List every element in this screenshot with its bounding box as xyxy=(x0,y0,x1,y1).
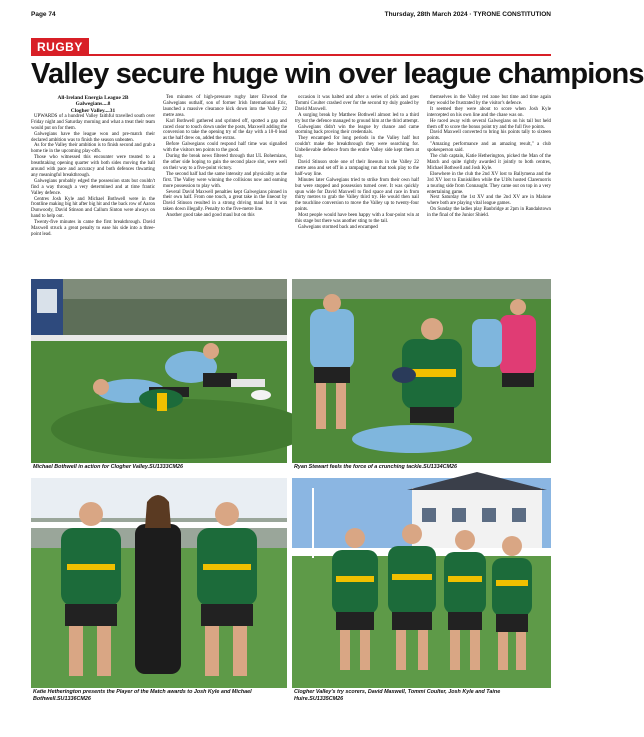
article-paragraph: Galwegians didn't win the league by chance and came storming back proving their credentials. xyxy=(295,124,419,136)
page-number: Page 74 xyxy=(31,10,56,18)
article-paragraph: He raced away with several Galwegians on his tail but held them off to score the bonus point try and the full five points. xyxy=(427,118,551,130)
article-paragraph: Before Galwegians could respond half time was signalled with the visitors ten points to the good. xyxy=(163,142,287,154)
col3-paragraphs xyxy=(295,95,419,231)
issue-date-line: Thursday, 28th March 2024 · TYRONE CONSTITUTION xyxy=(384,10,551,18)
photo-try-scorers xyxy=(292,478,551,688)
article-paragraph: Minutes later Galwegians tried to strike from their own half but were stopped and possession turned over. It was quickly spun wide for David Maxwell to find space and race in from thirty metres to grab the Valley third try. He would then nail the touchline conversion to move the Valley up to twenty-four points. xyxy=(295,177,419,213)
match-score-away: Clogher Valley....31 xyxy=(70,107,116,114)
article-paragraph: David Maxwell converted to bring his points tally to sixteen points. xyxy=(427,130,551,142)
article-paragraph: occasion it was halted and after a series of pick and goes Tommi Coulter crashed over for the second try duly goaled by David Maxwell. xyxy=(295,95,419,112)
article-paragraph: Galwegians have the league won and pre-match their declared ambition was to finish the season unbeaten. xyxy=(31,131,155,143)
match-score-home: Galwegians....8 xyxy=(75,101,111,108)
page-header xyxy=(31,8,551,20)
article-paragraph: Galwegians stormed back and encamped xyxy=(298,224,378,230)
article-paragraph: "Amazing performance and an amazing result," a club spokesperson said. xyxy=(427,142,551,154)
section-tag: RUGBY xyxy=(31,38,89,54)
article-column-4 xyxy=(427,95,551,279)
article-paragraph: The club captain, Katie Hetherington, picked the Man of the Match and quite rightly awarded it jointly to both centres, Michael Bothwell and Josh Kyle. xyxy=(427,154,551,171)
article-column-2 xyxy=(163,95,287,279)
section-rule xyxy=(31,54,551,56)
article-paragraph: Galwegians probably edged the possession stats but couldn't find a way through a very determined and at time frantic Valley defence. xyxy=(31,178,155,196)
article-paragraph: Most people would have been happy with a four-point win at this stage but there was another sting to the tail. xyxy=(295,213,419,225)
match-competition: All-Ireland Energia League 2B xyxy=(57,95,129,101)
photo-rugby-ball-carry xyxy=(292,279,551,463)
article-paragraph: Several David Maxwell penalties kept Galwegians pinned in their own half. From one touch, a great take in the lineout by David Stinson resulted in a strong driving maul but it was taken down illegally. Penalty to the five-metre line. xyxy=(163,189,287,213)
article-paragraph: Another good take and good maul but on this xyxy=(166,213,255,219)
article-paragraph: Ten minutes of high-pressure rugby later Elwood the Galwegians outhalf, son of former Irish International Eric, launched a massive clearance kick down into the Valley 22 metre area. xyxy=(163,95,287,118)
col2-paragraphs xyxy=(163,95,287,219)
article-paragraph: David Stinson stole one of their lineouts in the Valley 22 metre area and set off in a rampaging run that took play to the half-way line. xyxy=(295,159,419,177)
article-paragraph: As for the Valley their ambition is to finish second and grab a home tie in the upcoming play-offs. xyxy=(31,143,155,155)
photo-2-caption: Ryan Stewart feels the force of a crunching tackle.SU1334CM26 xyxy=(294,464,457,470)
photo-rugby-tackle xyxy=(31,279,287,463)
article-paragraph: It seemed they were about to score when Josh Kyle intercepted on his own line and the chase was on. xyxy=(427,106,551,118)
article-paragraph: They encamped for long periods in the Valley half but couldn't make the breakthrough they were searching for. Unbelievable defence from the entire Valley side kept them at bay. xyxy=(295,136,419,160)
article-paragraph: themselves in the Valley red zone but time and time again they would be frustrated by the visitor's defence. xyxy=(427,95,551,106)
article-paragraph: Elsewhere in the club the 2nd XV lost to Ballymena and the 3rd XV lost to Enniskillen while the U18s hosted Claremorris a touring side from Connaught. They came out on top in a very entertaining game. xyxy=(427,171,551,195)
photo-award-presentation xyxy=(31,478,287,688)
photo-3-caption: Katie Hetherington presents the Player of the Match awards to Josh Kyle and Michael Bothwell.SU1336CM26 xyxy=(33,689,252,702)
article-column-1 xyxy=(31,95,155,279)
photo-1-caption: Michael Bothwell in action for Clogher Valley.SU1333CM26 xyxy=(33,464,183,470)
article-paragraph: Next Saturday the 1st XV and the 2nd XV are in Malone where both are playing vital league games. xyxy=(427,195,551,207)
article-paragraph: Karl Bothwell gathered and sprinted off, spotted a gap and raced clear to touch down under the posts, Maxwell adding the conversion to take the opening try of the day with a 10-0 lead as the half drew on, added the extras. xyxy=(163,118,287,142)
article-body xyxy=(31,95,551,279)
article-paragraph: Centres Josh Kyle and Michael Bothwell were in the frontline making big hit after big hit and the back row of Aaron Dunwoody, David Stinson and Callum Sinton were always on hand to help out. xyxy=(31,196,155,220)
article-paragraph: UPWARDS of a hundred Valley faithful travelled south over Friday night and Saturday morning and what a treat their team would put on for them. xyxy=(31,113,155,131)
article-paragraph: The second half had the same intensity and physicality as the first. The Valley were winning the collisions now and earning more possession to play with. xyxy=(163,171,287,189)
photo-4-caption: Clogher Valley's try scorers, David Maxwell, Tommi Coulter, Josh Kyle and Taine Huire.SU1335CM26 xyxy=(294,689,501,702)
headline: Valley secure huge win over league champions xyxy=(31,58,644,90)
article-paragraph: Twenty-five minutes in came the first breakthrough. David Maxwell struck a great penalty to ease his side into a three-point lead. xyxy=(31,220,155,238)
col4-paragraphs xyxy=(427,95,551,219)
article-paragraph: A surging break by Matthew Bothwell almost led to a third try but the defence managed to ground him at the third attempt. xyxy=(295,112,419,124)
article-paragraph: Those who witnessed this encounter were treated to a breathtaking opening quarter with both sides moving the ball around with pace and accuracy and both defences thwarting any meaningful breakthrough. xyxy=(31,155,155,178)
article-paragraph: During the break news filtered through that UL Bohemians, the other side hoping to gain the second place slot, were well on their way to a five-point victory. xyxy=(163,154,287,171)
article-column-3 xyxy=(295,95,419,279)
article-paragraph: On Sunday the ladies play Banbridge at 2pm in Randalstown in the final of the Junior Shield. xyxy=(427,207,551,219)
col1-paragraphs xyxy=(31,114,155,238)
